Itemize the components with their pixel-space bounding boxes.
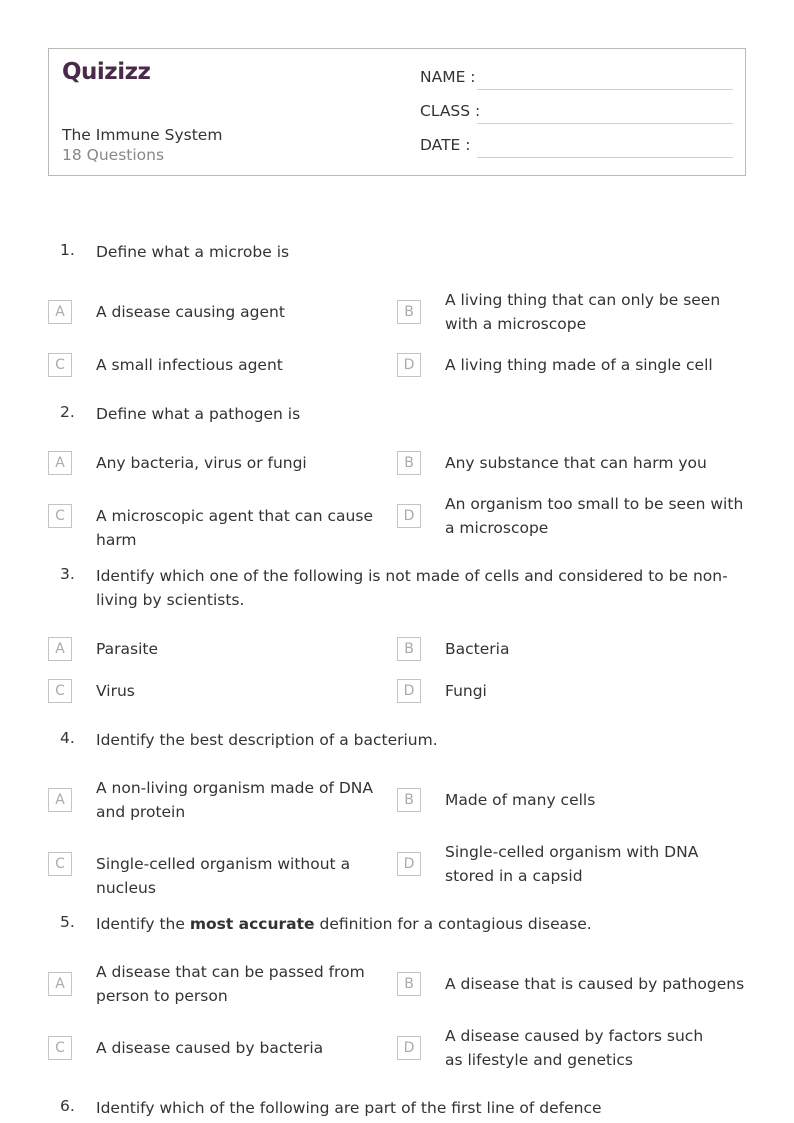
worksheet-title: The Immune System: [62, 126, 223, 144]
option-text: A disease caused by factors such as lifestyle and genetics: [445, 1027, 704, 1069]
question-number: 5.: [60, 913, 75, 931]
option-text: Bacteria: [445, 640, 510, 658]
option-text: A small infectious agent: [96, 356, 283, 374]
question-text: Define what a pathogen is: [96, 405, 301, 423]
option-letter-box[interactable]: A: [48, 300, 72, 324]
question-number: 1.: [60, 241, 75, 259]
option-text: Fungi: [445, 682, 487, 700]
option-letter-box[interactable]: D: [397, 353, 421, 377]
option-letter-box[interactable]: B: [397, 300, 421, 324]
option-letter-box[interactable]: A: [48, 451, 72, 475]
option-text: A living thing that can only be seen with a microscope: [445, 291, 721, 333]
name-field[interactable]: [477, 89, 733, 90]
question-text: Identify which of the following are part of the first line of defence: [96, 1099, 602, 1117]
option-text: An organism too small to be seen with a microscope: [445, 495, 744, 537]
question-text-part: definition for a contagious disease.: [314, 915, 592, 933]
option-letter-box[interactable]: A: [48, 788, 72, 812]
option-letter-box[interactable]: B: [397, 972, 421, 996]
option-text: Made of many cells: [445, 791, 596, 809]
option-text: A living thing made of a single cell: [445, 356, 713, 374]
option-letter-box[interactable]: C: [48, 353, 72, 377]
question-number: 4.: [60, 729, 75, 747]
option-text: A disease that can be passed from person to person: [96, 963, 365, 1005]
name-label: NAME :: [420, 68, 476, 86]
option-letter-box[interactable]: C: [48, 504, 72, 528]
option-letter-box[interactable]: D: [397, 1036, 421, 1060]
question-text-emphasis: most accurate: [189, 915, 315, 933]
question-text: Identify the best description of a bacterium.: [96, 731, 438, 749]
date-field[interactable]: [477, 157, 733, 158]
option-letter-box[interactable]: D: [397, 679, 421, 703]
question-text: Identify which one of the following is not made of cells and considered to be non-living by scientists.: [96, 567, 728, 609]
question-number: 6.: [60, 1097, 75, 1115]
question-text: Define what a microbe is: [96, 243, 290, 261]
quizizz-logo: Quizizz: [62, 59, 151, 85]
option-text: Single-celled organism without a nucleus: [96, 855, 351, 897]
question-text: [96, 912, 746, 936]
option-letter-box[interactable]: B: [397, 451, 421, 475]
question-number: 3.: [60, 565, 75, 583]
date-label: DATE :: [420, 136, 471, 154]
option-text: A disease causing agent: [96, 303, 285, 321]
option-letter-box[interactable]: D: [397, 504, 421, 528]
option-letter-box[interactable]: D: [397, 852, 421, 876]
option-letter-box[interactable]: B: [397, 788, 421, 812]
worksheet-header: [48, 48, 746, 176]
option-letter-box[interactable]: C: [48, 1036, 72, 1060]
option-letter-box[interactable]: B: [397, 637, 421, 661]
option-text: Parasite: [96, 640, 159, 658]
option-text: A disease caused by bacteria: [96, 1039, 324, 1057]
option-letter-box[interactable]: C: [48, 852, 72, 876]
option-letter-box[interactable]: C: [48, 679, 72, 703]
class-label: CLASS :: [420, 102, 481, 120]
question-count: 18 Questions: [62, 146, 165, 164]
option-letter-box[interactable]: A: [48, 972, 72, 996]
option-text: A microscopic agent that can cause harm: [96, 507, 373, 549]
option-text: Any bacteria, virus or fungi: [96, 454, 307, 472]
option-text: Single-celled organism with DNA stored in a capsid: [445, 843, 699, 885]
option-text: A non-living organism made of DNA and protein: [96, 779, 373, 821]
question-text-part: Identify the: [96, 915, 190, 933]
option-text: Any substance that can harm you: [445, 454, 707, 472]
question-number: 2.: [60, 403, 75, 421]
option-text: Virus: [96, 682, 135, 700]
class-field[interactable]: [477, 123, 733, 124]
option-text: A disease that is caused by pathogens: [445, 975, 745, 993]
option-letter-box[interactable]: A: [48, 637, 72, 661]
